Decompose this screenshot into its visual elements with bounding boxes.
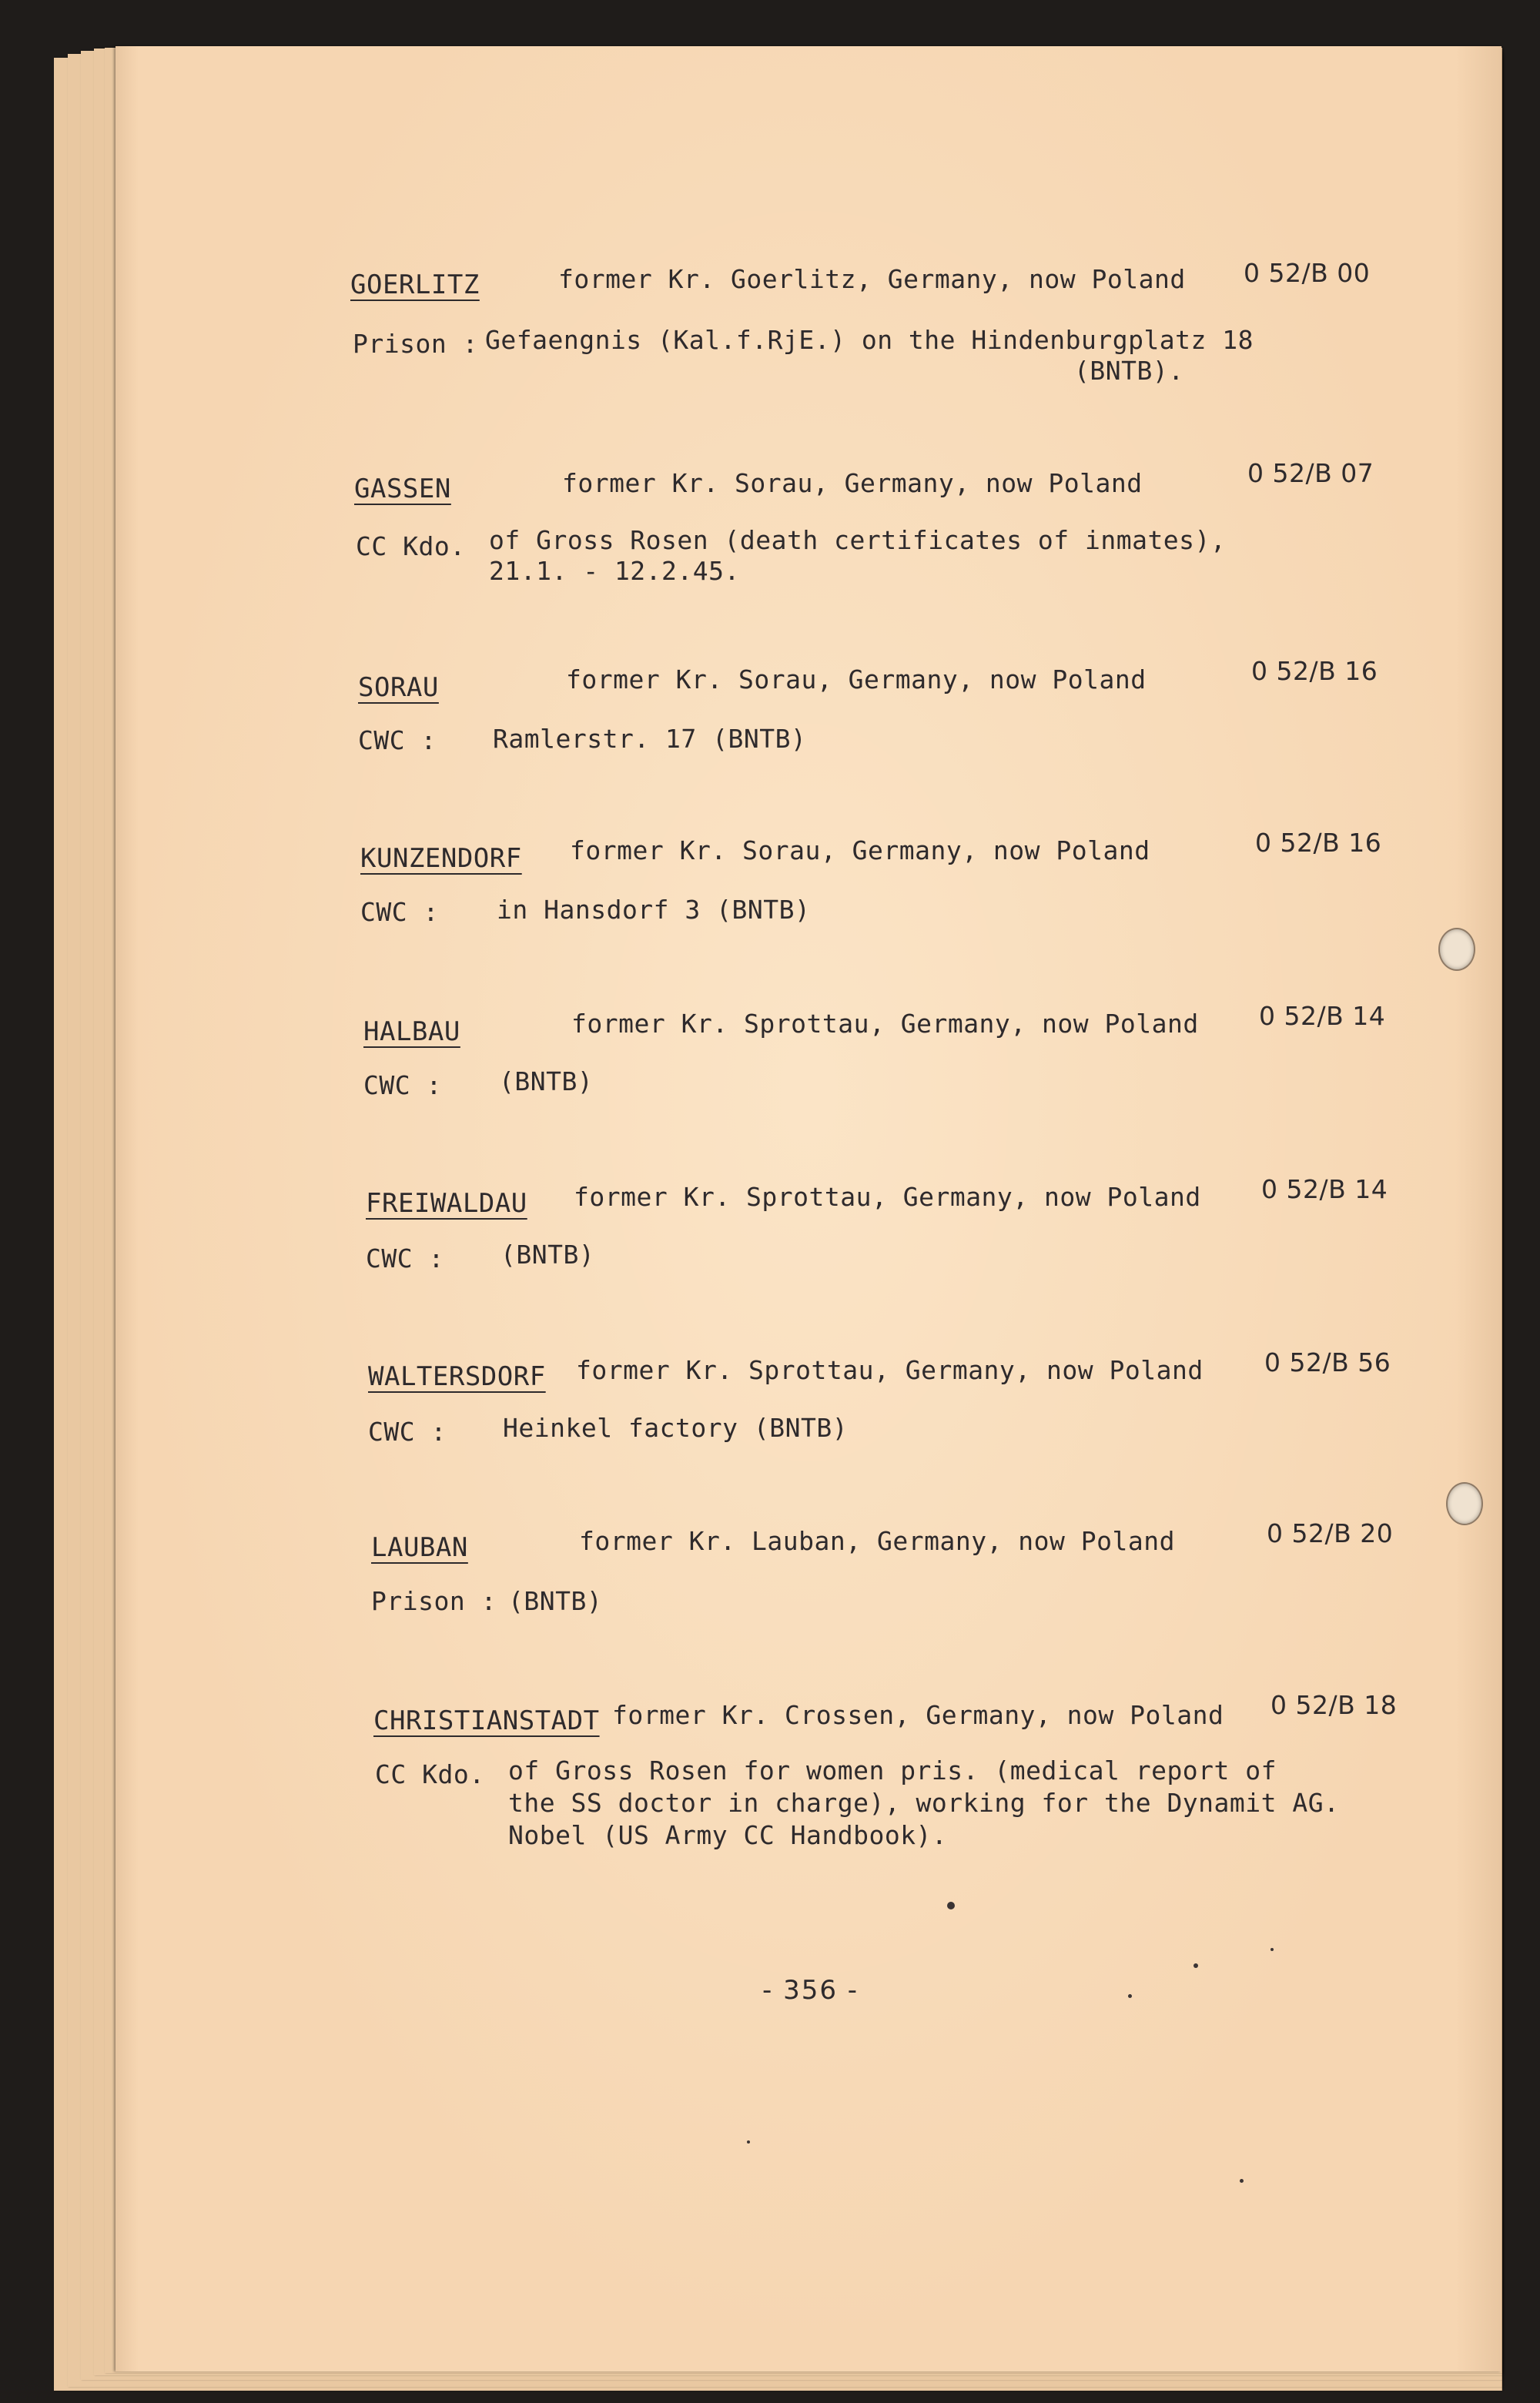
file-code: 0 52/B 18 [1270,1690,1398,1720]
record-label: Prison : [371,1586,497,1616]
record-label: CWC : [366,1243,444,1273]
place-name: GOERLITZ [350,269,480,300]
file-code: 0 52/B 16 [1251,656,1378,686]
record-detail: Ramlerstr. 17 (BNTB) [493,724,807,754]
record-detail: in Hansdorf 3 (BNTB) [497,895,811,925]
file-code: 0 52/B 16 [1255,828,1382,858]
ink-speck [1128,1994,1132,1998]
record-label: CWC : [368,1417,447,1447]
file-code: 0 52/B 14 [1261,1174,1388,1204]
record-detail: Gefaengnis (Kal.f.RjE.) on the Hindenburgplatz 18 [485,325,1254,355]
record-detail: (BNTB) [508,1586,603,1616]
ink-speck [1240,2179,1244,2183]
record-label: CC Kdo. [375,1759,485,1789]
file-code: 0 52/B 00 [1244,258,1371,288]
record-detail: Heinkel factory (BNTB) [503,1413,849,1443]
record-detail: (BNTB). [1074,356,1184,386]
file-code: 0 52/B 07 [1247,458,1374,488]
record-detail: the SS doctor in charge), working for the Dynamit AG. [508,1788,1340,1818]
place-name: CHRISTIANSTADT [373,1705,600,1736]
former-district: former Kr. Sorau, Germany, now Poland [570,835,1150,865]
former-district: former Kr. Sorau, Germany, now Poland [562,468,1143,498]
record-detail: of Gross Rosen (death certificates of inmates), [489,525,1227,555]
place-name: FREIWALDAU [366,1188,527,1219]
place-name: HALBAU [363,1016,460,1047]
document-page [116,46,1502,2371]
former-district: former Kr. Sorau, Germany, now Poland [566,664,1147,694]
ink-speck [1270,1948,1274,1951]
record-detail: of Gross Rosen for women pris. (medical report of [508,1755,1277,1786]
record-label: CWC : [360,897,439,927]
file-code: 0 52/B 56 [1264,1347,1391,1377]
former-district: former Kr. Lauban, Germany, now Poland [579,1526,1175,1556]
place-name: WALTERSDORF [368,1361,546,1392]
ink-speck [747,2140,750,2144]
record-detail: 21.1. - 12.2.45. [489,556,740,586]
file-code: 0 52/B 14 [1259,1001,1386,1031]
former-district: former Kr. Goerlitz, Germany, now Poland [558,264,1186,294]
place-name: LAUBAN [371,1532,468,1563]
file-code: 0 52/B 20 [1267,1518,1394,1548]
page-number: - 356 - [762,1975,859,2006]
former-district: former Kr. Crossen, Germany, now Poland [612,1700,1224,1730]
place-name: GASSEN [354,474,451,504]
ink-speck [1194,1963,1198,1968]
record-label: CC Kdo. [356,531,466,561]
record-label: CWC : [358,725,437,755]
record-label: CWC : [363,1070,442,1100]
record-detail: Nobel (US Army CC Handbook). [508,1820,948,1850]
record-label: Prison : [353,329,478,359]
place-name: KUNZENDORF [360,843,522,874]
former-district: former Kr. Sprottau, Germany, now Poland [574,1182,1201,1212]
record-detail: (BNTB) [500,1240,595,1270]
record-detail: (BNTB) [499,1066,594,1096]
former-district: former Kr. Sprottau, Germany, now Poland [576,1355,1204,1385]
ink-speck [947,1902,955,1909]
former-district: former Kr. Sprottau, Germany, now Poland [571,1009,1199,1039]
binding-hole [1438,928,1475,971]
place-name: SORAU [358,672,439,703]
binding-hole [1446,1482,1483,1525]
